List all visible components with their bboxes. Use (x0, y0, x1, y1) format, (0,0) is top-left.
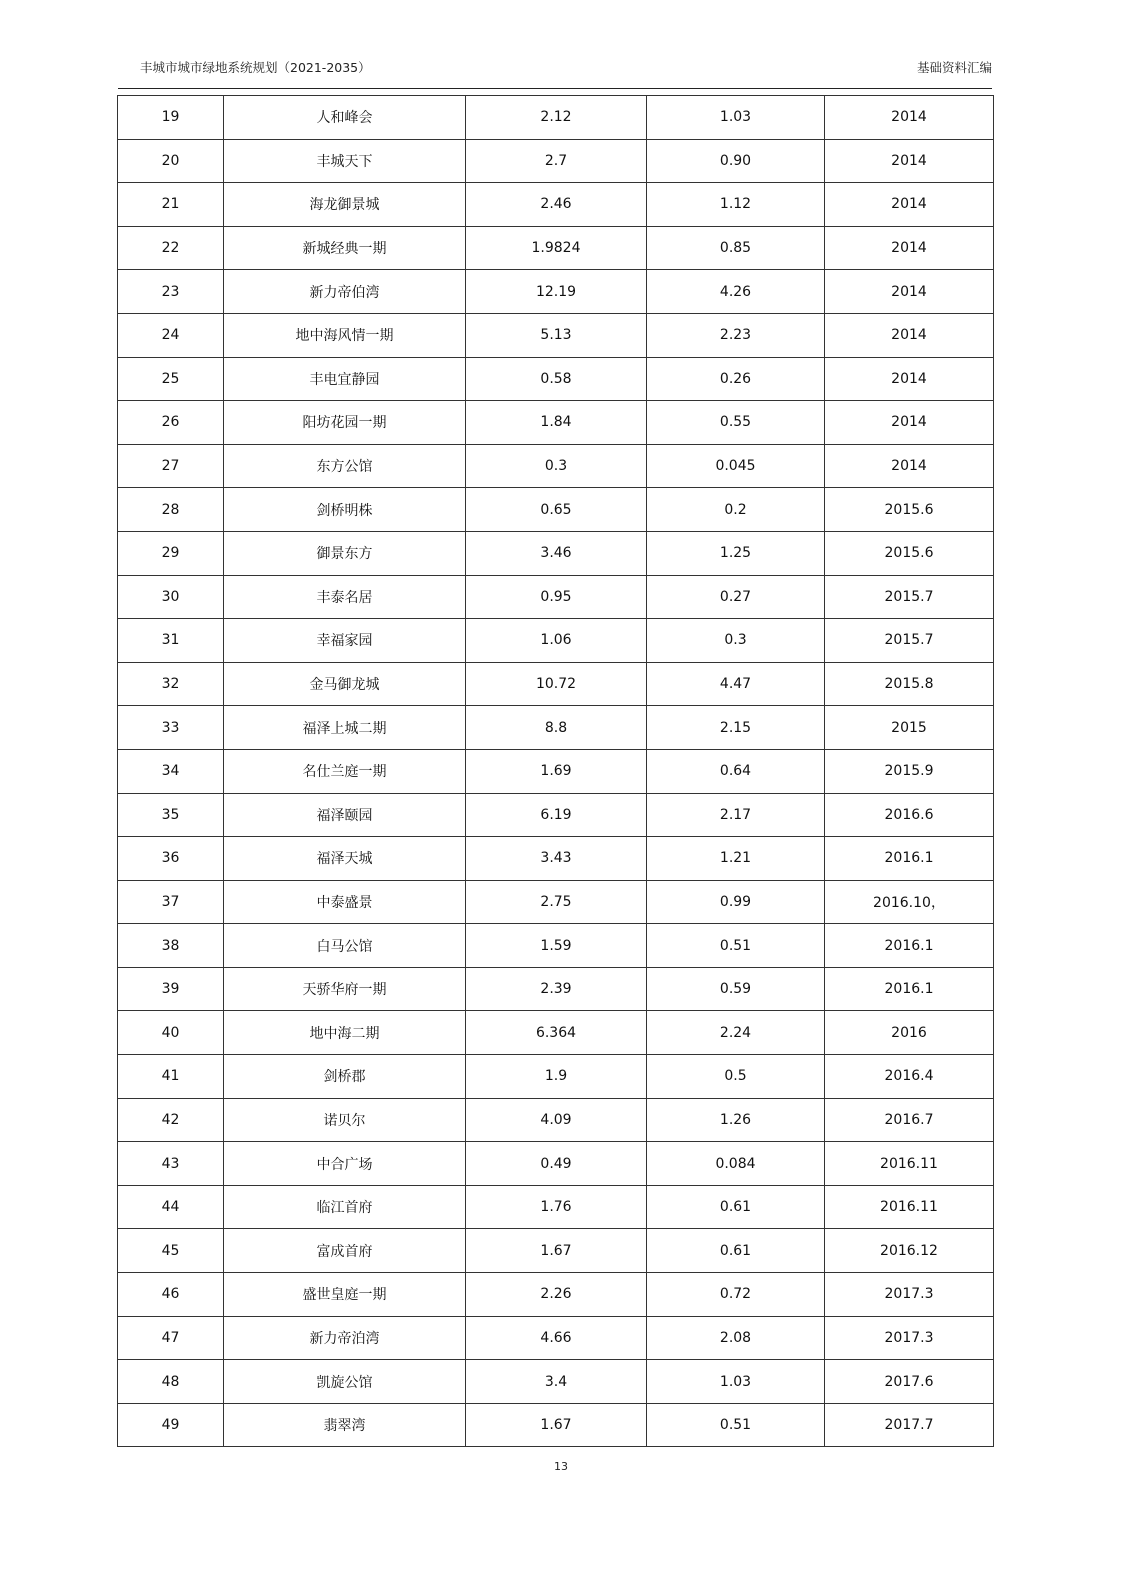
row-number-cell: 22 (118, 226, 224, 270)
year-cell: 2014 (825, 401, 994, 445)
table-row (118, 575, 994, 619)
table-row (118, 1185, 994, 1229)
green-area-cell: 0.72 (647, 1273, 825, 1317)
table-row (118, 837, 994, 881)
year-cell: 2017.7 (825, 1403, 994, 1447)
table-row (118, 1229, 994, 1273)
project-name-cell: 海龙御景城 (224, 183, 466, 227)
table-row (118, 924, 994, 968)
table-row (118, 1098, 994, 1142)
green-area-cell: 4.47 (647, 662, 825, 706)
year-cell: 2016.6 (825, 793, 994, 837)
table-row (118, 619, 994, 663)
project-name-cell: 名仕兰庭一期 (224, 749, 466, 793)
project-name-cell: 地中海风情一期 (224, 313, 466, 357)
project-name-cell: 福泽颐园 (224, 793, 466, 837)
year-cell: 2014 (825, 313, 994, 357)
year-cell: 2015 (825, 706, 994, 750)
table-row (118, 531, 994, 575)
area-cell: 0.49 (466, 1142, 647, 1186)
row-number-cell: 47 (118, 1316, 224, 1360)
table-row (118, 96, 994, 140)
table-row (118, 749, 994, 793)
table-row (118, 139, 994, 183)
table-row (118, 270, 994, 314)
year-cell: 2015.7 (825, 619, 994, 663)
green-area-cell: 2.08 (647, 1316, 825, 1360)
project-name-cell: 福泽上城二期 (224, 706, 466, 750)
project-name-cell: 临江首府 (224, 1185, 466, 1229)
table-row (118, 1360, 994, 1404)
year-cell: 2015.6 (825, 488, 994, 532)
green-area-cell: 1.26 (647, 1098, 825, 1142)
row-number-cell: 34 (118, 749, 224, 793)
project-name-cell: 诺贝尔 (224, 1098, 466, 1142)
row-number-cell: 26 (118, 401, 224, 445)
green-area-cell: 1.03 (647, 1360, 825, 1404)
table-row (118, 662, 994, 706)
year-cell: 2017.3 (825, 1273, 994, 1317)
project-name-cell: 富成首府 (224, 1229, 466, 1273)
year-cell: 2016.1 (825, 837, 994, 881)
area-cell: 1.9 (466, 1055, 647, 1099)
project-name-cell: 中泰盛景 (224, 880, 466, 924)
area-cell: 4.66 (466, 1316, 647, 1360)
table-row (118, 313, 994, 357)
row-number-cell: 43 (118, 1142, 224, 1186)
year-cell: 2017.3 (825, 1316, 994, 1360)
row-number-cell: 33 (118, 706, 224, 750)
table-row (118, 793, 994, 837)
project-name-cell: 剑桥郡 (224, 1055, 466, 1099)
row-number-cell: 35 (118, 793, 224, 837)
area-cell: 0.95 (466, 575, 647, 619)
table-row (118, 1316, 994, 1360)
row-number-cell: 31 (118, 619, 224, 663)
green-area-cell: 2.23 (647, 313, 825, 357)
green-area-cell: 4.26 (647, 270, 825, 314)
row-number-cell: 49 (118, 1403, 224, 1447)
section-title: 基础资料汇编 (916, 60, 992, 75)
area-cell: 1.67 (466, 1229, 647, 1273)
green-area-cell: 1.03 (647, 96, 825, 140)
area-cell: 1.76 (466, 1185, 647, 1229)
project-name-cell: 御景东方 (224, 531, 466, 575)
green-area-cell: 0.61 (647, 1185, 825, 1229)
row-number-cell: 23 (118, 270, 224, 314)
year-cell: 2014 (825, 139, 994, 183)
green-area-cell: 1.25 (647, 531, 825, 575)
row-number-cell: 37 (118, 880, 224, 924)
area-cell: 6.364 (466, 1011, 647, 1055)
row-number-cell: 48 (118, 1360, 224, 1404)
project-name-cell: 金马御龙城 (224, 662, 466, 706)
row-number-cell: 28 (118, 488, 224, 532)
year-cell: 2016.7 (825, 1098, 994, 1142)
area-cell: 1.69 (466, 749, 647, 793)
project-name-cell: 中合广场 (224, 1142, 466, 1186)
table-row (118, 183, 994, 227)
row-number-cell: 19 (118, 96, 224, 140)
area-cell: 12.19 (466, 270, 647, 314)
row-number-cell: 36 (118, 837, 224, 881)
row-number-cell: 20 (118, 139, 224, 183)
row-number-cell: 45 (118, 1229, 224, 1273)
year-cell: 2014 (825, 183, 994, 227)
table-row (118, 1011, 994, 1055)
area-cell: 2.7 (466, 139, 647, 183)
area-cell: 3.46 (466, 531, 647, 575)
table-row (118, 1142, 994, 1186)
green-area-cell: 0.85 (647, 226, 825, 270)
year-cell: 2015.9 (825, 749, 994, 793)
green-area-cell: 2.24 (647, 1011, 825, 1055)
table-row (118, 357, 994, 401)
year-cell: 2016.1 (825, 924, 994, 968)
table-row (118, 706, 994, 750)
table-row (118, 1403, 994, 1447)
green-area-cell: 0.55 (647, 401, 825, 445)
table-row (118, 1273, 994, 1317)
green-area-cell: 1.21 (647, 837, 825, 881)
area-cell: 1.84 (466, 401, 647, 445)
year-cell: 2016.4 (825, 1055, 994, 1099)
year-cell: 2015.7 (825, 575, 994, 619)
project-name-cell: 丰电宜静园 (224, 357, 466, 401)
year-cell: 2017.6 (825, 1360, 994, 1404)
green-area-cell: 0.26 (647, 357, 825, 401)
row-number-cell: 21 (118, 183, 224, 227)
area-cell: 1.9824 (466, 226, 647, 270)
green-area-cell: 0.3 (647, 619, 825, 663)
area-cell: 0.58 (466, 357, 647, 401)
project-name-cell: 新力帝伯湾 (224, 270, 466, 314)
row-number-cell: 39 (118, 967, 224, 1011)
year-cell: 2016.12 (825, 1229, 994, 1273)
area-cell: 4.09 (466, 1098, 647, 1142)
row-number-cell: 32 (118, 662, 224, 706)
year-cell: 2016 (825, 1011, 994, 1055)
year-cell: 2016.1 (825, 967, 994, 1011)
year-cell: 2016.10， (825, 880, 994, 924)
green-area-cell: 0.045 (647, 444, 825, 488)
project-name-cell: 盛世皇庭一期 (224, 1273, 466, 1317)
row-number-cell: 40 (118, 1011, 224, 1055)
row-number-cell: 41 (118, 1055, 224, 1099)
project-name-cell: 翡翠湾 (224, 1403, 466, 1447)
year-cell: 2016.11 (825, 1142, 994, 1186)
area-cell: 0.65 (466, 488, 647, 532)
area-cell: 3.4 (466, 1360, 647, 1404)
table-body (118, 96, 994, 1447)
project-name-cell: 天骄华府一期 (224, 967, 466, 1011)
area-cell: 8.8 (466, 706, 647, 750)
green-area-cell: 0.27 (647, 575, 825, 619)
green-area-cell: 2.15 (647, 706, 825, 750)
year-cell: 2014 (825, 270, 994, 314)
green-area-cell: 0.64 (647, 749, 825, 793)
table-row (118, 444, 994, 488)
project-name-cell: 阳坊花园一期 (224, 401, 466, 445)
area-cell: 10.72 (466, 662, 647, 706)
area-cell: 1.59 (466, 924, 647, 968)
year-cell: 2014 (825, 226, 994, 270)
area-cell: 5.13 (466, 313, 647, 357)
green-area-cell: 0.51 (647, 1403, 825, 1447)
green-area-cell: 0.61 (647, 1229, 825, 1273)
project-name-cell: 新力帝泊湾 (224, 1316, 466, 1360)
year-cell: 2015.6 (825, 531, 994, 575)
green-area-cell: 0.99 (647, 880, 825, 924)
green-area-cell: 0.2 (647, 488, 825, 532)
year-cell: 2014 (825, 444, 994, 488)
project-name-cell: 东方公馆 (224, 444, 466, 488)
year-cell: 2016.11 (825, 1185, 994, 1229)
row-number-cell: 27 (118, 444, 224, 488)
row-number-cell: 42 (118, 1098, 224, 1142)
year-cell: 2014 (825, 96, 994, 140)
project-name-cell: 地中海二期 (224, 1011, 466, 1055)
data-table (117, 95, 994, 1447)
row-number-cell: 46 (118, 1273, 224, 1317)
area-cell: 1.67 (466, 1403, 647, 1447)
year-cell: 2015.8 (825, 662, 994, 706)
page-number: 13 (554, 1460, 568, 1473)
project-name-cell: 剑桥明株 (224, 488, 466, 532)
project-name-cell: 白马公馆 (224, 924, 466, 968)
project-name-cell: 丰城天下 (224, 139, 466, 183)
area-cell: 0.3 (466, 444, 647, 488)
row-number-cell: 29 (118, 531, 224, 575)
document-title: 丰城市城市绿地系统规划（2021-2035） (140, 60, 371, 75)
green-area-cell: 1.12 (647, 183, 825, 227)
area-cell: 2.39 (466, 967, 647, 1011)
green-area-cell: 0.5 (647, 1055, 825, 1099)
year-cell: 2014 (825, 357, 994, 401)
area-cell: 3.43 (466, 837, 647, 881)
green-area-cell: 0.084 (647, 1142, 825, 1186)
area-cell: 2.12 (466, 96, 647, 140)
project-name-cell: 幸福家园 (224, 619, 466, 663)
green-area-cell: 0.59 (647, 967, 825, 1011)
row-number-cell: 44 (118, 1185, 224, 1229)
area-cell: 2.26 (466, 1273, 647, 1317)
project-name-cell: 凯旋公馆 (224, 1360, 466, 1404)
page-header (118, 56, 992, 89)
row-number-cell: 25 (118, 357, 224, 401)
row-number-cell: 24 (118, 313, 224, 357)
project-name-cell: 福泽天城 (224, 837, 466, 881)
area-cell: 2.75 (466, 880, 647, 924)
table-row (118, 1055, 994, 1099)
green-area-cell: 0.51 (647, 924, 825, 968)
area-cell: 1.06 (466, 619, 647, 663)
table-row (118, 226, 994, 270)
table-row (118, 401, 994, 445)
table-row (118, 880, 994, 924)
project-name-cell: 人和峰会 (224, 96, 466, 140)
project-name-cell: 新城经典一期 (224, 226, 466, 270)
row-number-cell: 38 (118, 924, 224, 968)
project-name-cell: 丰泰名居 (224, 575, 466, 619)
table-row (118, 967, 994, 1011)
row-number-cell: 30 (118, 575, 224, 619)
green-area-cell: 2.17 (647, 793, 825, 837)
area-cell: 2.46 (466, 183, 647, 227)
area-cell: 6.19 (466, 793, 647, 837)
table-row (118, 488, 994, 532)
green-area-cell: 0.90 (647, 139, 825, 183)
